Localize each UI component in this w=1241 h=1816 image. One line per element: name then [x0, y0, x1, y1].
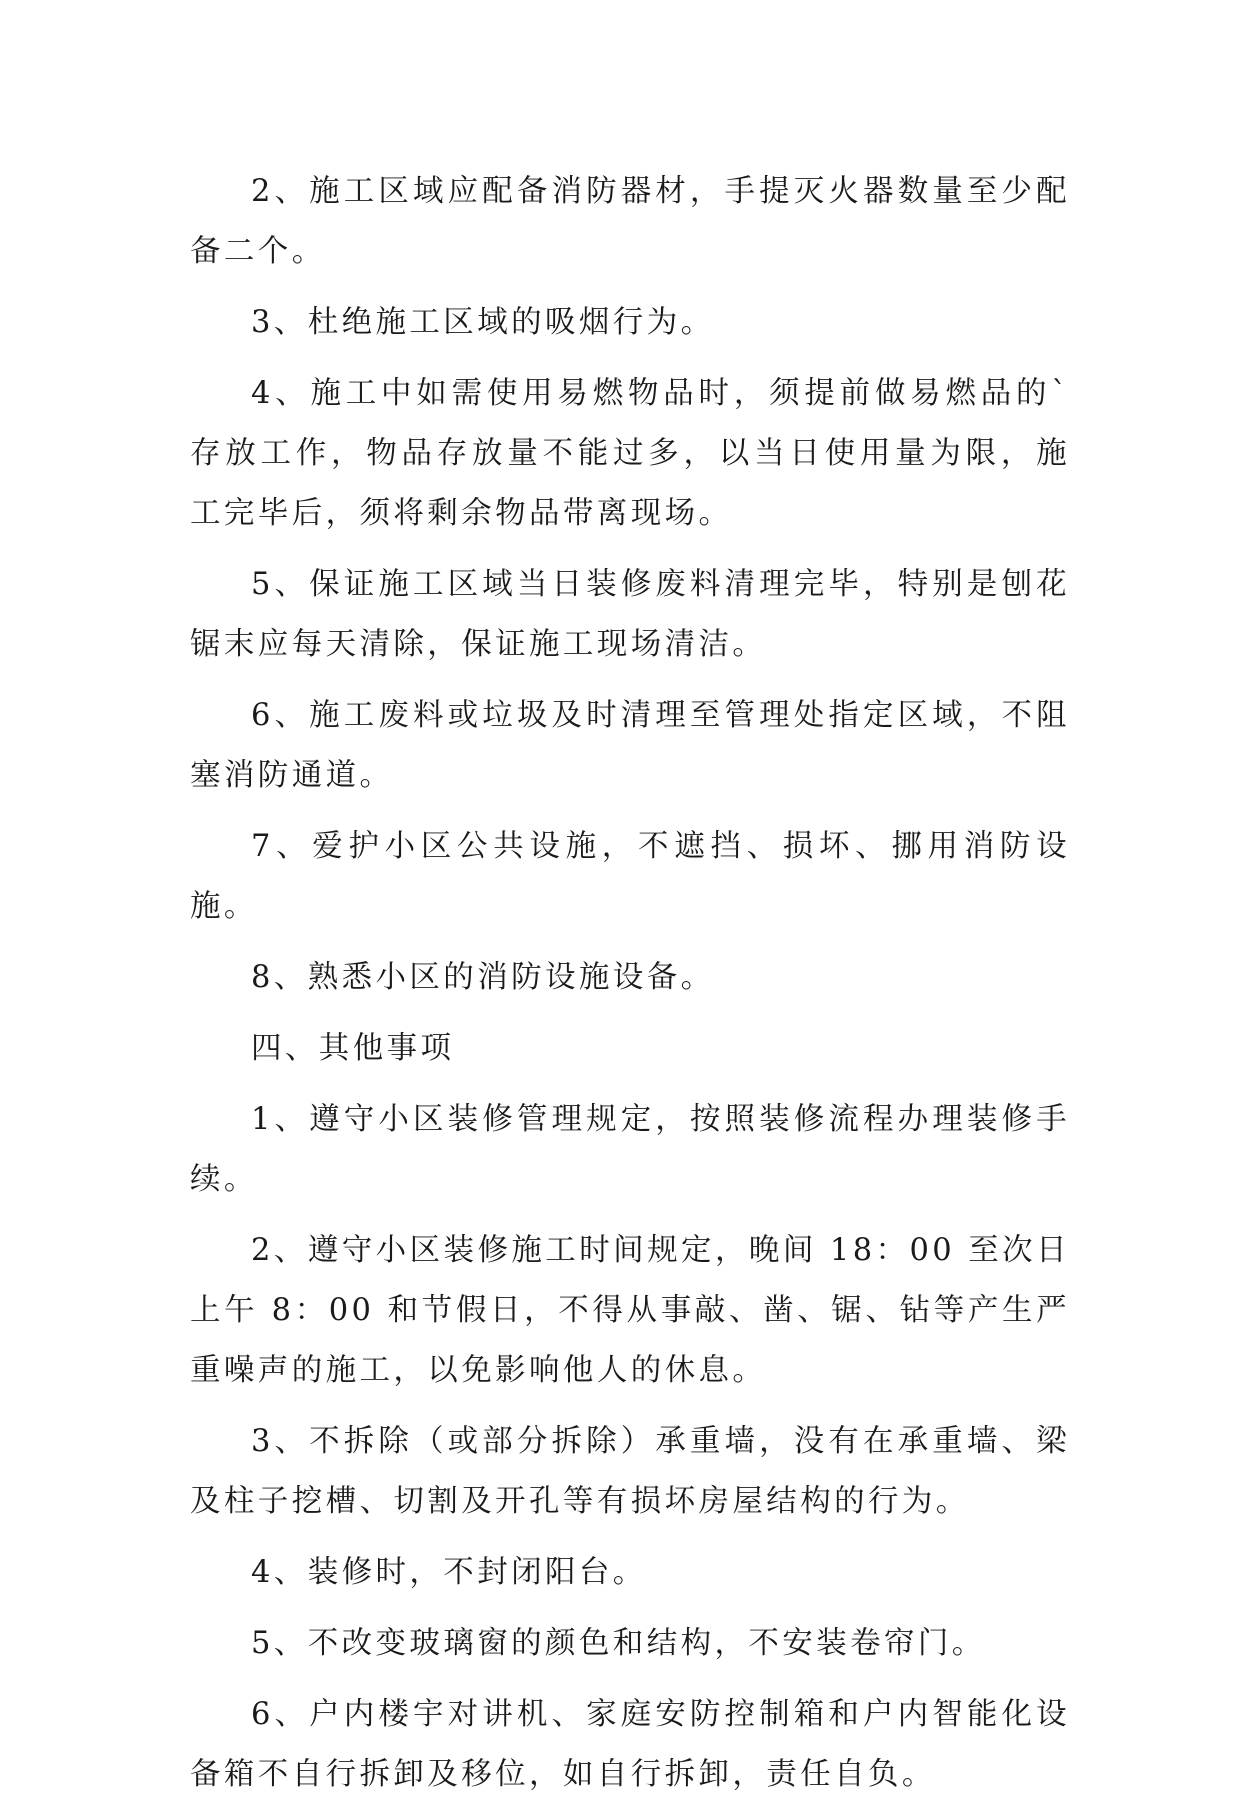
paragraph-public-facilities: 7、爱护小区公共设施，不遮挡、损坏、挪用消防设施。 [190, 829, 1070, 924]
paragraph-no-smoking: 3、杜绝施工区域的吸烟行为。 [251, 305, 715, 340]
paragraph-fire-equipment: 2、施工区域应配备消防器材，手提灭火器数量至少配备二个。 [190, 174, 1070, 269]
paragraph-balcony: 4、装修时，不封闭阳台。 [251, 1555, 647, 1590]
paragraph-intercom-equipment: 6、户内楼宇对讲机、家庭安防控制箱和户内智能化设备箱不自行拆卸及移位，如自行拆卸，责任自负。 [190, 1697, 1070, 1792]
paragraph-flammables: 4、施工中如需使用易燃物品时，须提前做易燃品的`存放工作，物品存放量不能过多，以当日使用量为限，施工完毕后，须将剩余物品带离现场。 [190, 376, 1070, 531]
section-heading-other-matters: 四、其他事项 [251, 1031, 455, 1066]
paragraph-waste-cleanup: 5、保证施工区域当日装修废料清理完毕，特别是刨花锯末应每天清除，保证施工现场清洁。 [190, 567, 1070, 662]
paragraph-know-fire-facilities: 8、熟悉小区的消防设施设备。 [251, 960, 715, 995]
paragraph-construction-hours: 2、遵守小区装修施工时间规定，晚间 18：00 至次日上午 8：00 和节假日，不得从事敲、凿、锯、钻等产生严重噪声的施工，以免影响他人的休息。 [190, 1233, 1070, 1388]
paragraph-load-bearing-walls: 3、不拆除（或部分拆除）承重墙，没有在承重墙、梁及柱子挖槽、切割及开孔等有损坏房屋结构的行为。 [190, 1424, 1070, 1519]
paragraph-fire-passage: 6、施工废料或垃圾及时清理至管理处指定区域，不阻塞消防通道。 [190, 698, 1070, 793]
document-body [190, 162, 1070, 1816]
paragraph-windows: 5、不改变玻璃窗的颜色和结构，不安装卷帘门。 [251, 1626, 986, 1661]
paragraph-management-rules: 1、遵守小区装修管理规定，按照装修流程办理装修手续。 [190, 1102, 1070, 1197]
